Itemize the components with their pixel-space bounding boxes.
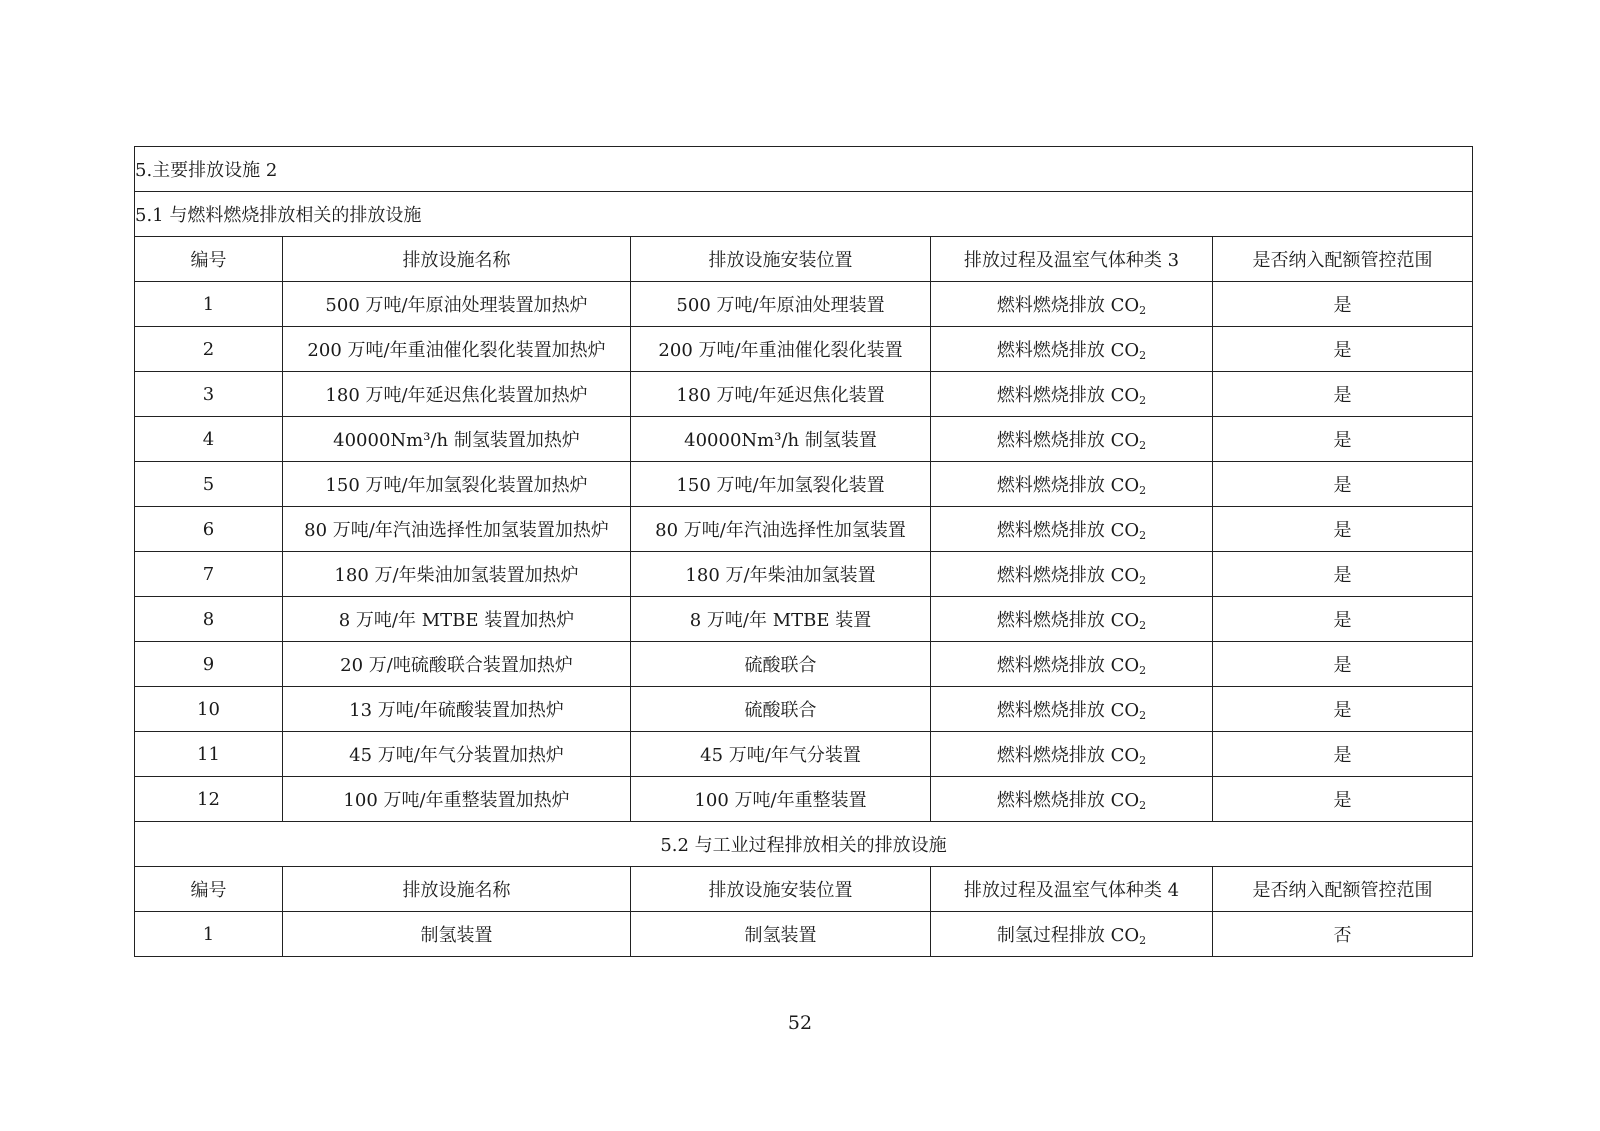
table-row [135, 687, 1473, 732]
cell-included: 是 [1213, 732, 1473, 777]
sub1-header-row [135, 237, 1473, 282]
cell-no: 2 [135, 327, 283, 372]
cell-facility-name: 80 万吨/年汽油选择性加氢装置加热炉 [283, 507, 631, 552]
process-subscript: 2 [1139, 439, 1147, 452]
table-row [135, 777, 1473, 822]
cell-included: 是 [1213, 462, 1473, 507]
cell-facility-name: 500 万吨/年原油处理装置加热炉 [283, 282, 631, 327]
header-location: 排放设施安装位置 [631, 237, 931, 282]
sub2-title: 5.2 与工业过程排放相关的排放设施 [135, 822, 1473, 867]
cell-facility-name: 20 万/吨硫酸联合装置加热炉 [283, 642, 631, 687]
cell-process [931, 597, 1213, 642]
process-subscript: 2 [1139, 754, 1147, 767]
cell-no: 7 [135, 552, 283, 597]
cell-location: 150 万吨/年加氢裂化装置 [631, 462, 931, 507]
cell-facility-name: 200 万吨/年重油催化裂化装置加热炉 [283, 327, 631, 372]
table-row [135, 507, 1473, 552]
cell-no: 3 [135, 372, 283, 417]
cell-process [931, 372, 1213, 417]
sub1-title: 5.1 与燃料燃烧排放相关的排放设施 [135, 192, 1473, 237]
table-row [135, 417, 1473, 462]
process-subscript: 2 [1139, 574, 1147, 587]
process-subscript: 2 [1139, 529, 1147, 542]
header-no: 编号 [135, 867, 283, 912]
cell-facility-name: 40000Nm³/h 制氢装置加热炉 [283, 417, 631, 462]
cell-facility-name: 8 万吨/年 MTBE 装置加热炉 [283, 597, 631, 642]
process-subscript: 2 [1139, 934, 1147, 947]
sub2-title-row [135, 822, 1473, 867]
process-text: 燃料燃烧排放 CO [996, 745, 1140, 766]
cell-process [931, 642, 1213, 687]
cell-location: 硫酸联合 [631, 687, 931, 732]
cell-no: 9 [135, 642, 283, 687]
cell-facility-name: 100 万吨/年重整装置加热炉 [283, 777, 631, 822]
section-title-row [135, 147, 1473, 192]
cell-no: 12 [135, 777, 283, 822]
process-subscript: 2 [1139, 664, 1147, 677]
process-text: 燃料燃烧排放 CO [996, 385, 1140, 406]
cell-included: 是 [1213, 327, 1473, 372]
cell-included: 是 [1213, 777, 1473, 822]
process-text: 燃料燃烧排放 CO [996, 565, 1140, 586]
cell-no: 1 [135, 912, 283, 957]
process-subscript: 2 [1139, 394, 1147, 407]
process-text: 燃料燃烧排放 CO [996, 475, 1140, 496]
cell-process [931, 777, 1213, 822]
cell-no: 1 [135, 282, 283, 327]
table-row [135, 327, 1473, 372]
cell-included: 是 [1213, 597, 1473, 642]
table-row [135, 372, 1473, 417]
sub1-title-row [135, 192, 1473, 237]
cell-location: 200 万吨/年重油催化裂化装置 [631, 327, 931, 372]
header-process: 排放过程及温室气体种类 4 [931, 867, 1213, 912]
header-name: 排放设施名称 [283, 237, 631, 282]
cell-facility-name: 13 万吨/年硫酸装置加热炉 [283, 687, 631, 732]
cell-location: 180 万吨/年延迟焦化装置 [631, 372, 931, 417]
cell-facility-name: 150 万吨/年加氢裂化装置加热炉 [283, 462, 631, 507]
cell-process [931, 732, 1213, 777]
process-text: 燃料燃烧排放 CO [996, 610, 1140, 631]
table-row [135, 732, 1473, 777]
table-body [135, 147, 1473, 957]
cell-process [931, 912, 1213, 957]
header-included: 是否纳入配额管控范围 [1213, 867, 1473, 912]
process-subscript: 2 [1139, 304, 1147, 317]
header-included: 是否纳入配额管控范围 [1213, 237, 1473, 282]
cell-facility-name: 180 万/年柴油加氢装置加热炉 [283, 552, 631, 597]
cell-facility-name: 制氢装置 [283, 912, 631, 957]
cell-facility-name: 180 万吨/年延迟焦化装置加热炉 [283, 372, 631, 417]
header-process: 排放过程及温室气体种类 3 [931, 237, 1213, 282]
cell-no: 11 [135, 732, 283, 777]
header-no: 编号 [135, 237, 283, 282]
cell-process [931, 462, 1213, 507]
sub2-header-row [135, 867, 1473, 912]
process-subscript: 2 [1139, 619, 1147, 632]
process-text: 燃料燃烧排放 CO [996, 295, 1140, 316]
cell-process [931, 327, 1213, 372]
process-subscript: 2 [1139, 484, 1147, 497]
process-text: 燃料燃烧排放 CO [996, 430, 1140, 451]
cell-no: 5 [135, 462, 283, 507]
cell-location: 500 万吨/年原油处理装置 [631, 282, 931, 327]
process-text: 燃料燃烧排放 CO [996, 790, 1140, 811]
cell-process [931, 417, 1213, 462]
table-row [135, 552, 1473, 597]
cell-included: 是 [1213, 507, 1473, 552]
cell-location: 硫酸联合 [631, 642, 931, 687]
cell-location: 40000Nm³/h 制氢装置 [631, 417, 931, 462]
cell-no: 10 [135, 687, 283, 732]
cell-location: 8 万吨/年 MTBE 装置 [631, 597, 931, 642]
emission-facilities-table [134, 146, 1473, 957]
cell-included: 是 [1213, 417, 1473, 462]
cell-no: 6 [135, 507, 283, 552]
cell-location: 制氢装置 [631, 912, 931, 957]
process-text: 制氢过程排放 CO [996, 925, 1140, 946]
process-subscript: 2 [1139, 349, 1147, 362]
table-row [135, 597, 1473, 642]
cell-included: 是 [1213, 642, 1473, 687]
cell-process [931, 282, 1213, 327]
table-row [135, 462, 1473, 507]
section-title: 5.主要排放设施 2 [135, 147, 1473, 192]
page-number: 52 [787, 1012, 813, 1034]
cell-no: 8 [135, 597, 283, 642]
cell-location: 180 万/年柴油加氢装置 [631, 552, 931, 597]
table-row [135, 282, 1473, 327]
table-row [135, 642, 1473, 687]
header-name: 排放设施名称 [283, 867, 631, 912]
process-subscript: 2 [1139, 799, 1147, 812]
process-text: 燃料燃烧排放 CO [996, 520, 1140, 541]
cell-location: 45 万吨/年气分装置 [631, 732, 931, 777]
cell-no: 4 [135, 417, 283, 462]
cell-included: 否 [1213, 912, 1473, 957]
cell-location: 100 万吨/年重整装置 [631, 777, 931, 822]
cell-included: 是 [1213, 372, 1473, 417]
cell-process [931, 507, 1213, 552]
header-location: 排放设施安装位置 [631, 867, 931, 912]
cell-location: 80 万吨/年汽油选择性加氢装置 [631, 507, 931, 552]
process-text: 燃料燃烧排放 CO [996, 340, 1140, 361]
table-row [135, 912, 1473, 957]
cell-process [931, 687, 1213, 732]
cell-included: 是 [1213, 687, 1473, 732]
process-text: 燃料燃烧排放 CO [996, 700, 1140, 721]
cell-process [931, 552, 1213, 597]
cell-included: 是 [1213, 552, 1473, 597]
cell-facility-name: 45 万吨/年气分装置加热炉 [283, 732, 631, 777]
process-text: 燃料燃烧排放 CO [996, 655, 1140, 676]
process-subscript: 2 [1139, 709, 1147, 722]
cell-included: 是 [1213, 282, 1473, 327]
